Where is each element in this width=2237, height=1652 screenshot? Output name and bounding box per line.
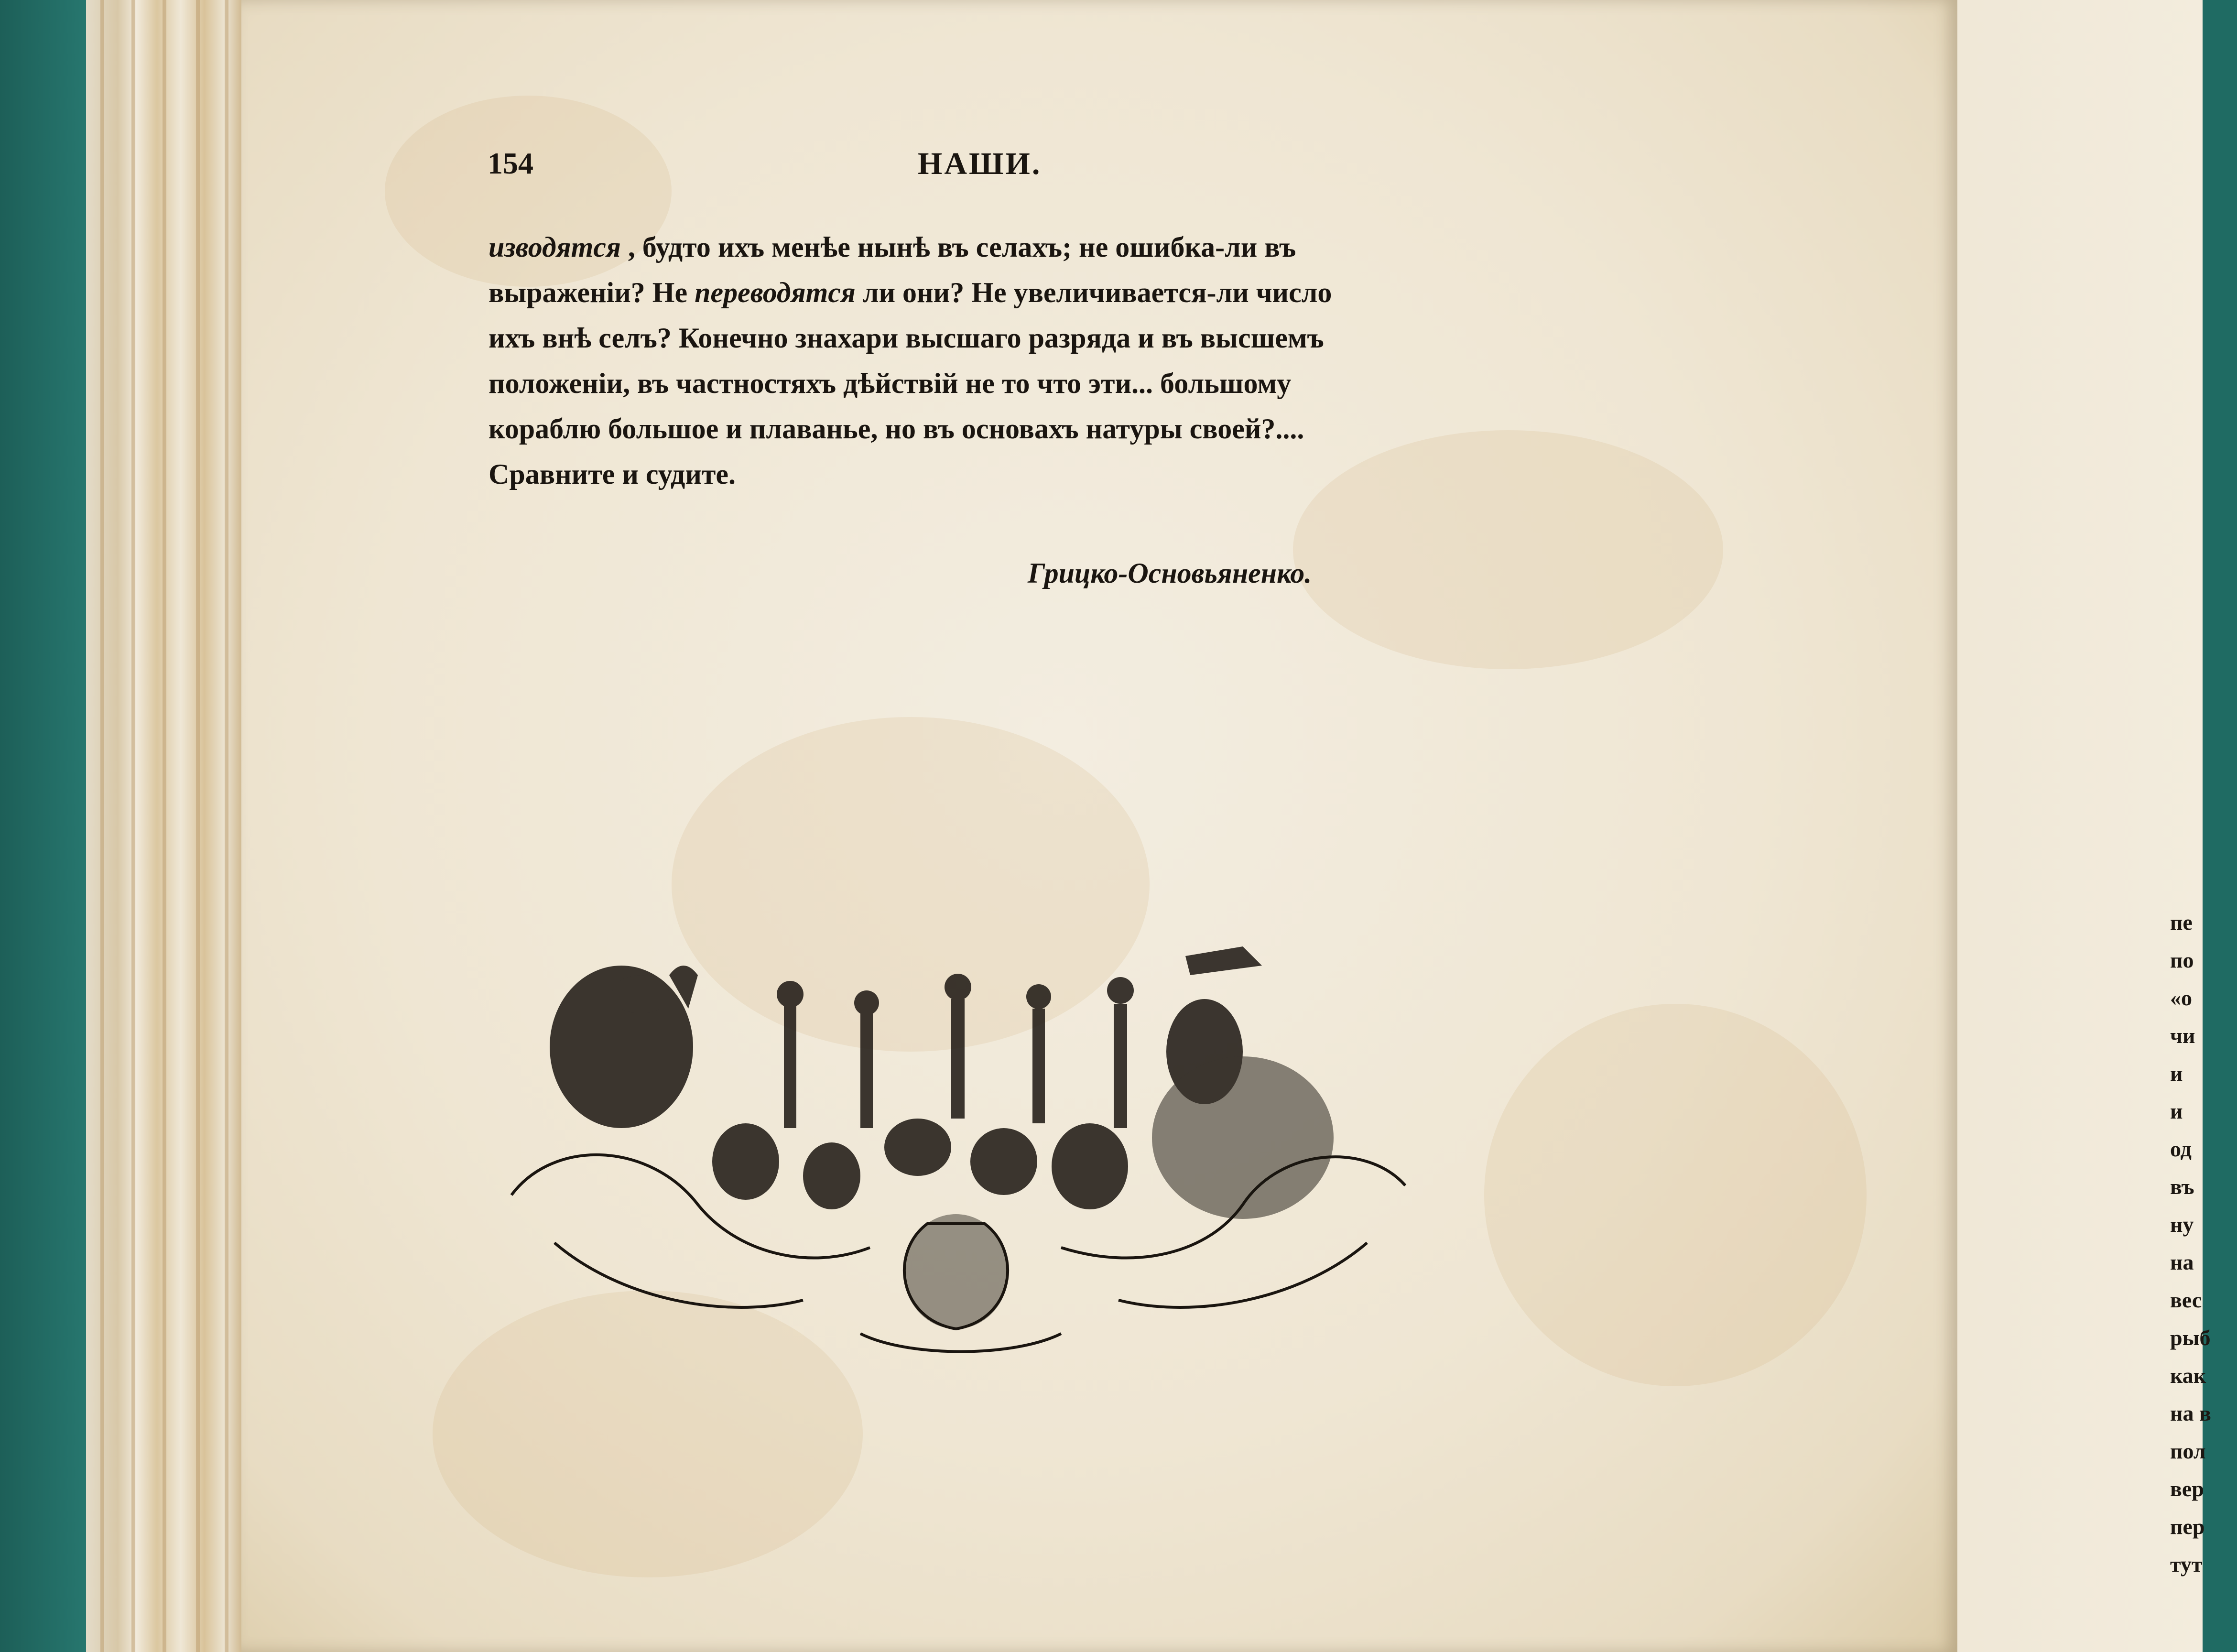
facing-page-line-fragment: пер xyxy=(2170,1514,2205,1539)
text-line-3: ихъ внѣ селъ? Конечно знахари высшаго разряда и въ высшемъ xyxy=(489,322,1324,354)
engraved-vignette-illustration xyxy=(497,937,1429,1367)
facing-page-line-fragment: на в xyxy=(2170,1401,2211,1425)
facing-page-line-fragment: чи xyxy=(2170,1023,2195,1048)
facing-page-line-fragment: пол xyxy=(2170,1439,2206,1463)
facing-page-line-fragment: тут xyxy=(2170,1552,2203,1576)
facing-page-text xyxy=(2170,903,2237,1583)
text-line-4: положеніи, въ частностяхъ дѣйствій не то что эти... большому xyxy=(489,368,1292,399)
page-edges-stack xyxy=(86,0,244,1652)
page-header xyxy=(488,146,1769,189)
facing-page-line-fragment: как xyxy=(2170,1363,2206,1388)
page-number: 154 xyxy=(488,146,533,180)
facing-page-line-fragment: вер xyxy=(2170,1477,2204,1501)
facing-page-line-fragment: пе xyxy=(2170,910,2193,935)
facing-page-line-fragment: ну xyxy=(2170,1212,2194,1237)
text-line-1: изводятся , будто ихъ менѣе нынѣ въ селахъ; не ошибка-ли въ xyxy=(489,231,1296,263)
facing-page-line-fragment: и xyxy=(2170,1061,2183,1086)
author-signature: Грицко-Основьяненко. xyxy=(1028,557,1312,589)
text-line-6: Сравните и судите. xyxy=(489,458,736,490)
facing-page-line-fragment: вес xyxy=(2170,1288,2202,1312)
body-paragraph xyxy=(489,225,1703,497)
facing-page-line-fragment: «о xyxy=(2170,986,2192,1010)
facing-page-line-fragment: на xyxy=(2170,1250,2194,1274)
facing-page-line-fragment: по xyxy=(2170,948,2194,972)
facing-page-line-fragment: рыб xyxy=(2170,1326,2211,1350)
running-title: НАШИ. xyxy=(918,146,1042,181)
text-line-5: кораблю большое и плаванье, но въ основахъ натуры своей?.... xyxy=(489,413,1304,445)
facing-page-line-fragment: и xyxy=(2170,1099,2183,1123)
facing-page-line-fragment: од xyxy=(2170,1137,2192,1161)
text-line-2: выраженіи? Не переводятся ли они? Не увеличивается-ли число xyxy=(489,277,1332,308)
facing-page-line-fragment: въ xyxy=(2170,1174,2194,1199)
facing-page xyxy=(1922,0,2211,1652)
